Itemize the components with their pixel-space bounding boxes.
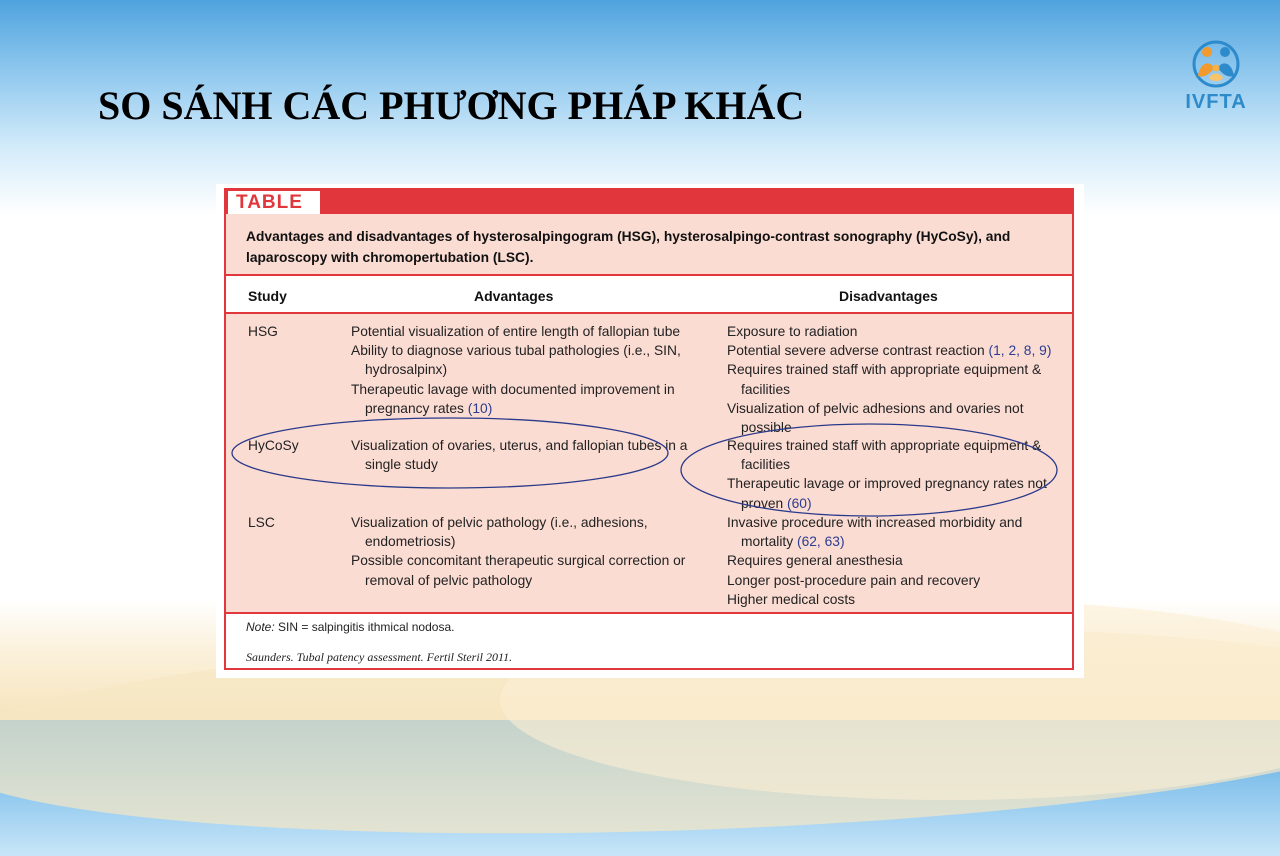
slide-title: SO SÁNH CÁC PHƯƠNG PHÁP KHÁC (98, 83, 805, 128)
reference: (10) (467, 400, 493, 416)
list-item: Visualization of ovaries, uterus, and fallopian tubes in a single study (351, 438, 688, 473)
list-item: Longer post-procedure pain and recovery (727, 572, 981, 588)
list-item: Visualization of pelvic pathology (i.e., adhesions, endometriosis) (351, 515, 648, 550)
list-item: Requires trained staff with appropriate equipment & facilities (727, 438, 1042, 473)
table-tag: TABLE (228, 191, 320, 214)
column-header-advantages: Advantages (474, 288, 554, 304)
table-source: Saunders. Tubal patency assessment. Fertil Steril 2011. (246, 650, 513, 664)
study-hsg: HSG (248, 324, 278, 339)
list-item: Potential severe adverse contrast reaction (1, 2, 8, 9) (727, 343, 1052, 359)
list-item: Visualization of pelvic adhesions and ovaries not possible (727, 400, 1024, 436)
highlight-ellipse-advantages (232, 418, 668, 488)
column-header-study: Study (248, 288, 287, 304)
list-item: Exposure to radiation (727, 324, 858, 339)
table-note: Note: SIN = salpingitis ithmical nodosa. (246, 620, 455, 634)
reference: (62, 63) (796, 534, 845, 550)
list-item: Higher medical costs (727, 591, 856, 607)
list-item: Potential visualization of entire length of fallopian tube (351, 324, 681, 339)
list-item: Therapeutic lavage with documented improvement in pregnancy rates (10) (351, 381, 675, 416)
logo-text: IVFTA (1185, 91, 1247, 113)
list-item: Requires trained staff with appropriate equipment & facilities (727, 362, 1042, 397)
reference: (60) (787, 495, 812, 511)
study-hycosy: HyCoSy (248, 438, 299, 453)
highlight-ellipse-disadvantages (681, 424, 1057, 516)
study-lsc: LSC (248, 515, 275, 530)
column-header-disadvantages: Disadvantages (839, 288, 938, 304)
list-item: Possible concomitant therapeutic surgical correction or removal of pelvic pathology (351, 553, 686, 588)
list-item: Requires general anesthesia (727, 553, 903, 569)
table-caption: Advantages and disadvantages of hysterosalpingogram (HSG), hysterosalpingo-contrast sonography (HyCoSy), and laparoscopy with chromopertubation (LSC). (226, 214, 1072, 276)
list-item: Ability to diagnose various tubal pathologies (i.e., SIN, hydrosalpinx) (351, 343, 681, 378)
list-item: Invasive procedure with increased morbidity and mortality (62, 63) (727, 515, 1023, 550)
reference: (1, 2, 8, 9) (988, 343, 1052, 359)
list-item: Therapeutic lavage or improved pregnancy rates not proven (60) (727, 476, 1047, 511)
